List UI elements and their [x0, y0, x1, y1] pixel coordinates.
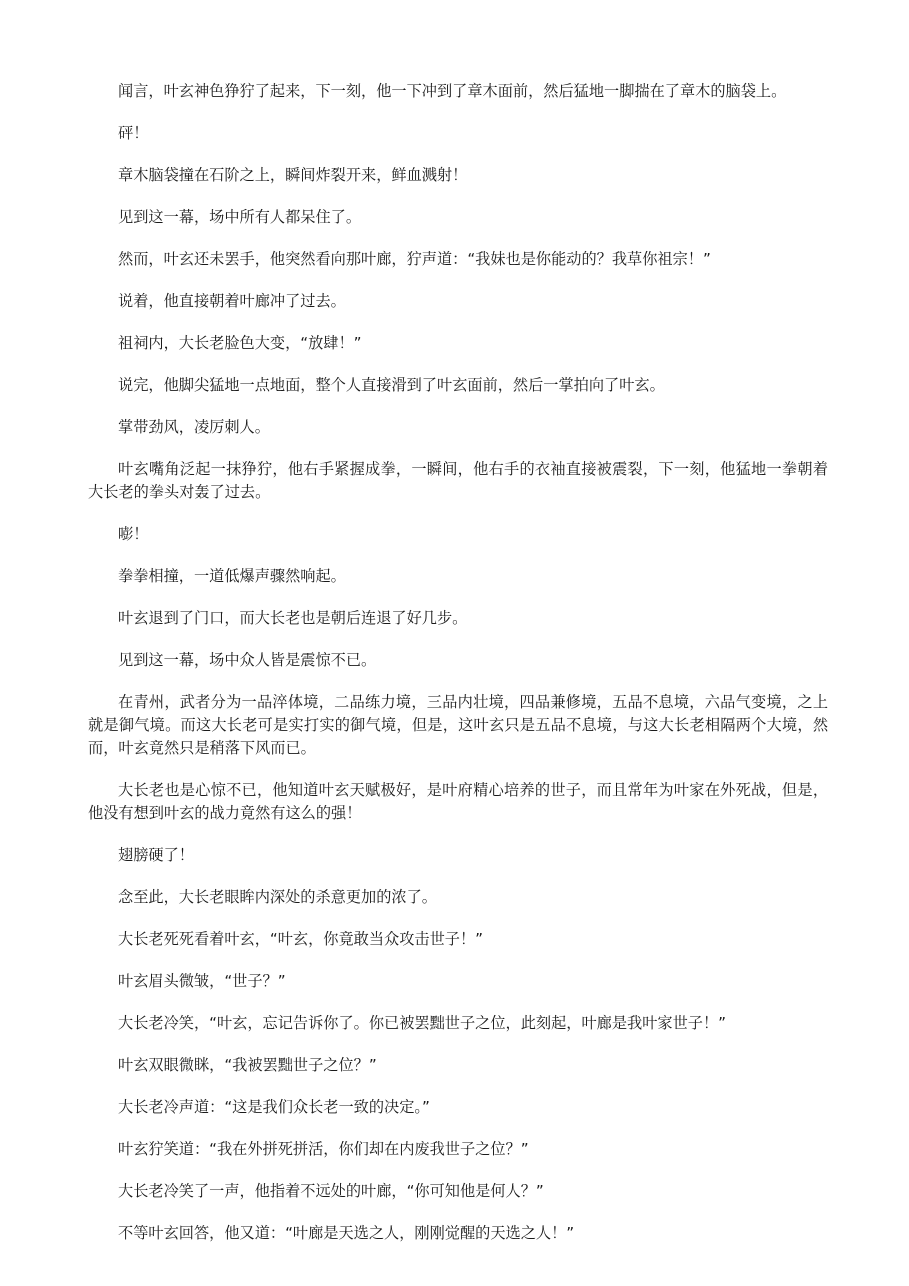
paragraph: 大长老也是心惊不已，他知道叶玄天赋极好，是叶府精心培养的世子，而且常年为叶家在外死战，但是，他没有想到叶玄的战力竟然有这么的强！ [88, 781, 828, 822]
paragraph: 叶玄双眼微眯，“我被罢黜世子之位？” [118, 1056, 377, 1074]
paragraph: 大长老冷声道：“这是我们众长老一致的决定。” [118, 1098, 430, 1116]
paragraph: 在青州，武者分为一品淬体境，二品练力境，三品内壮境，四品兼修境，五品不息境，六品气变境，之上就是御气境。而这大长老可是实打实的御气境，但是，这叶玄只是五品不息境，与这大长老相隔两个大境，然而，叶玄竟然只是稍落下风而已。 [88, 693, 828, 757]
paragraph: 叶玄眉头微皱，“世子？” [118, 972, 286, 990]
paragraph: 闻言，叶玄神色狰狞了起来，下一刻，他一下冲到了章木面前，然后猛地一脚揣在了章木的脑袋上。 [118, 82, 787, 100]
paragraph: 翅膀硬了！ [118, 846, 194, 864]
paragraph: 掌带劲风，凌厉刺人。 [118, 418, 270, 436]
paragraph: 叶玄嘴角泛起一抹狰狞，他右手紧握成拳，一瞬间，他右手的衣袖直接被震裂，下一刻，他猛地一拳朝着大长老的拳头对轰了过去。 [88, 460, 828, 501]
paragraph: 大长老冷笑，“叶玄，忘记告诉你了。你已被罢黜世子之位，此刻起，叶廊是我叶家世子！” [118, 1014, 727, 1032]
paragraph: 见到这一幕，场中众人皆是震惊不已。 [118, 651, 377, 669]
paragraph: 章木脑袋撞在石阶之上，瞬间炸裂开来，鲜血溅射！ [118, 166, 468, 184]
paragraph: 然而，叶玄还未罢手，他突然看向那叶廊，狞声道：“我妹也是你能动的？我草你祖宗！” [118, 250, 711, 268]
document-body [88, 80, 828, 1264]
paragraph: 大长老冷笑了一声，他指着不远处的叶廊，“你可知他是何人？” [118, 1182, 544, 1200]
paragraph: 祖祠内，大长老脸色大变，“放肆！” [118, 334, 362, 352]
paragraph: 念至此，大长老眼眸内深处的杀意更加的浓了。 [118, 888, 437, 906]
paragraph: 不等叶玄回答，他又道：“叶廊是天选之人，刚刚觉醒的天选之人！” [118, 1224, 575, 1242]
paragraph: 嘭！ [118, 525, 149, 543]
paragraph: 说完，他脚尖猛地一点地面，整个人直接滑到了叶玄面前，然后一掌拍向了叶玄。 [118, 376, 665, 394]
paragraph: 拳拳相撞，一道低爆声骤然响起。 [118, 567, 346, 585]
paragraph: 叶玄狞笑道：“我在外拼死拼活，你们却在内废我世子之位？” [118, 1140, 529, 1158]
paragraph: 大长老死死看着叶玄，“叶玄，你竟敢当众攻击世子！” [118, 930, 484, 948]
paragraph: 砰！ [118, 124, 149, 142]
paragraph: 说着，他直接朝着叶廊冲了过去。 [118, 292, 346, 310]
paragraph: 叶玄退到了门口，而大长老也是朝后连退了好几步。 [118, 609, 468, 627]
paragraph: 见到这一幕，场中所有人都呆住了。 [118, 208, 361, 226]
